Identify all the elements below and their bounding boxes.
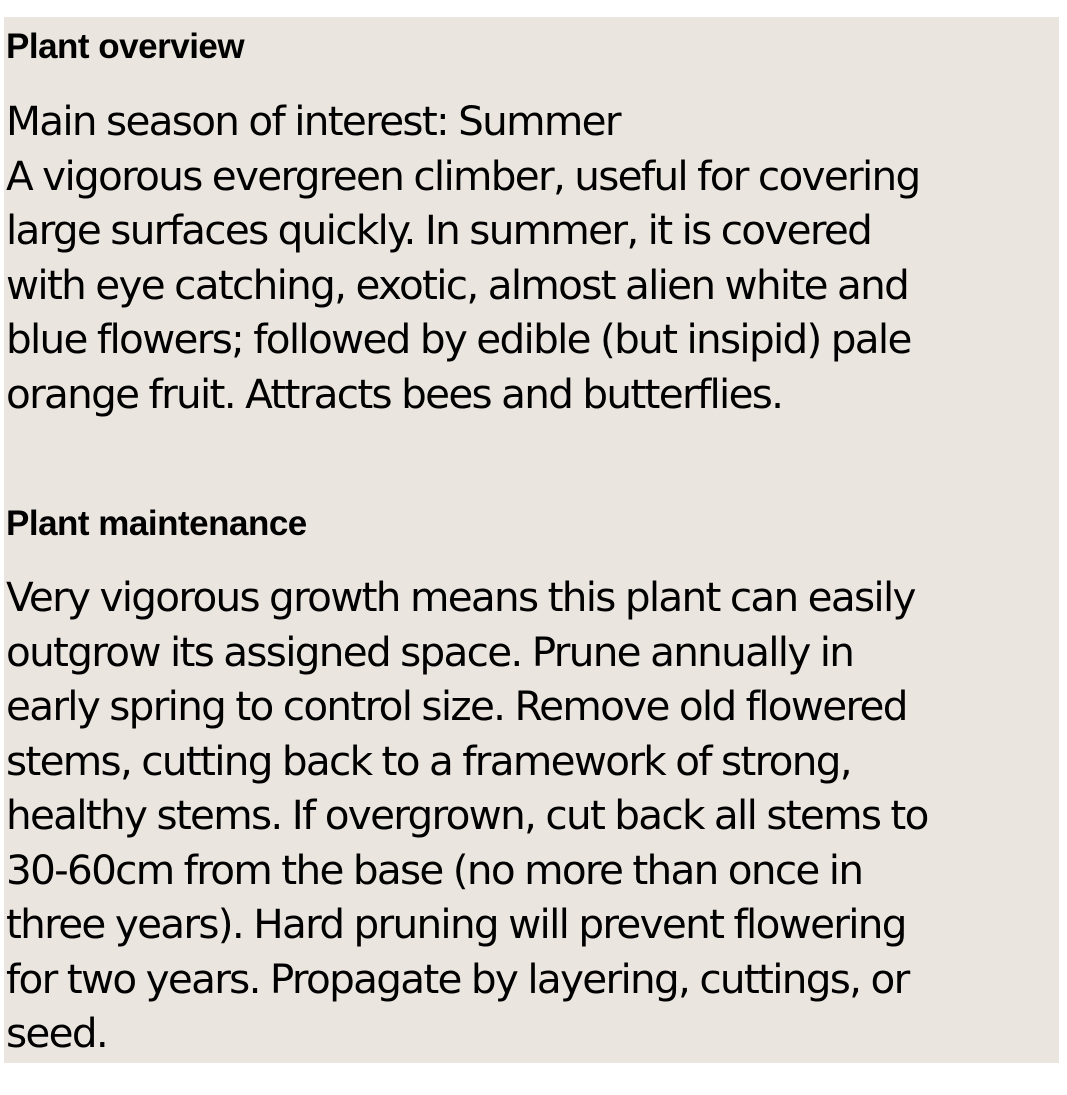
maintenance-line: for two years. Propagate by layering, cuttings, or: [6, 954, 909, 1003]
maintenance-line: 30-60cm from the base (no more than once in: [6, 845, 863, 894]
plant-info-panel: [4, 17, 1059, 1063]
maintenance-line: three years). Hard pruning will prevent flowering: [6, 900, 906, 948]
maintenance-line: stems, cutting back to a framework of strong,: [6, 736, 851, 785]
overview-line: blue flowers; followed by edible (but insipid) pale: [6, 315, 911, 363]
overview-line: orange fruit. Attracts bees and butterflies.: [6, 369, 783, 418]
maintenance-line: Very vigorous growth means this plant can easily: [6, 573, 915, 621]
overview-heading: Plant overview: [6, 27, 245, 66]
maintenance-text: [6, 570, 928, 1061]
overview-line: A vigorous evergreen climber, useful for covering: [6, 151, 920, 200]
maintenance-line: seed.: [6, 1009, 108, 1057]
maintenance-line: outgrow its assigned space. Prune annually in: [6, 627, 854, 676]
overview-line: Main season of interest: Summer: [6, 97, 620, 145]
maintenance-heading: Plant maintenance: [6, 504, 307, 543]
overview-text: [6, 94, 920, 421]
maintenance-line: healthy stems. If overgrown, cut back all stems to: [6, 791, 928, 839]
overview-line: with eye catching, exotic, almost alien white and: [6, 260, 909, 309]
maintenance-line: early spring to control size. Remove old flowered: [6, 682, 907, 730]
overview-line: large surfaces quickly. In summer, it is covered: [6, 206, 872, 254]
